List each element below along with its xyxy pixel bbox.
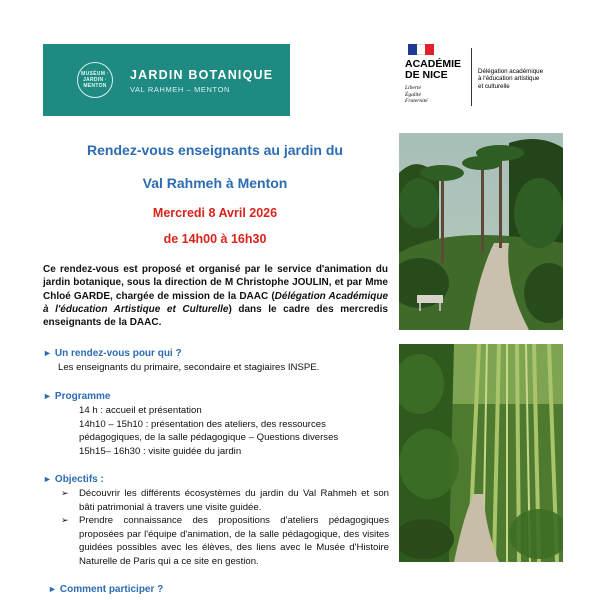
heading-text: Comment participer ? (59, 584, 164, 595)
emblem-text: MUSÉUM · JARDIN · MENTON (81, 71, 109, 89)
event-time: de 14h00 à 16h30 (163, 232, 267, 246)
republic-motto (405, 85, 428, 105)
bamboo-path-photo (399, 344, 563, 562)
bullet-arrow-icon: ➢ (61, 515, 69, 525)
delegation-line1: Délégation académique (478, 68, 544, 75)
jardin-botanique-logo (43, 44, 290, 116)
motto-egalite: Égalité (405, 91, 421, 98)
intro-text-2: ) dans le cadre des mercredis enseignants de la DAAC. (43, 303, 388, 329)
intro-text-1: Ce rendez-vous est proposé et organisé par le service d'animation du jardin botanique, sous la direction de M Christophe JOULIN, et par Mme Chloé GARDE, chargée de mission de la DAAC ( (43, 264, 388, 302)
jardin-subtitle: VAL RAHMEH – MENTON (130, 85, 231, 94)
objectif-text: Prendre connaissance des propositions d'ateliers pédagogiques proposées par l'équipe d'animation, de la salle pédagogique, des visites guidées possibles avec les élèves, des liens avec le Musée d'Histoire Naturelle de Paris qui a ce site en gestion. (79, 515, 389, 567)
objectif-item (61, 514, 389, 568)
delegation-line2: à l'éducation artistique (478, 75, 540, 83)
motto-fraternite: Fraternité (405, 98, 428, 104)
section-heading-participer (48, 584, 163, 595)
heading-text: Programme (54, 391, 111, 402)
event-title-line1: Rendez-vous enseignants au jardin du (87, 142, 343, 158)
arrow-icon: ► (43, 474, 52, 484)
academie-nice-logo (405, 44, 575, 110)
delegation-line3: et culturelle (478, 82, 510, 90)
logo-divider (471, 48, 472, 106)
programme-item: 14h10 – 15h10 : présentation des ateliers, des ressources (79, 419, 326, 430)
objectif-item (61, 487, 389, 514)
museum-emblem-icon (77, 62, 113, 98)
programme-item: 15h15– 16h30 : visite guidée du jardin (79, 446, 242, 457)
programme-item: pédagogiques, de la salle pédagogique – Questions diverses (79, 432, 339, 443)
heading-text: Un rendez-vous pour qui ? (54, 348, 182, 359)
arrow-icon: ► (43, 391, 52, 401)
pour-qui-text: Les enseignants du primaire, secondaire et stagiaires INSPE. (58, 362, 320, 373)
garden-path-photo (399, 133, 563, 330)
motto-liberte: Liberté (405, 85, 421, 91)
academie-line2: DE NICE (405, 69, 448, 81)
academie-title (405, 59, 461, 81)
heading-text: Objectifs : (54, 474, 104, 485)
event-date: Mercredi 8 Avril 2026 (152, 206, 278, 220)
section-heading-pour-qui (43, 348, 182, 359)
programme-item: 14 h : accueil et présentation (79, 405, 202, 416)
arrow-icon: ► (48, 584, 57, 594)
intro-paragraph (43, 263, 388, 329)
section-heading-programme (43, 391, 111, 402)
bullet-arrow-icon: ➢ (61, 488, 69, 498)
academie-line1: ACADÉMIE (405, 58, 462, 70)
arrow-icon: ► (43, 348, 52, 358)
jardin-name: JARDIN BOTANIQUE (130, 68, 274, 82)
intro-italic: Délégation Académique à l'éducation Artistique et Culturelle (43, 290, 389, 315)
event-title-line2: Val Rahmeh à Menton (142, 175, 288, 191)
section-heading-objectifs (43, 474, 104, 485)
delegation-label (478, 68, 573, 90)
objectif-text: Découvrir les différents écosystèmes du jardin du Val Rahmeh et son bâti patrimonial à travers une visite guidée. (79, 488, 389, 513)
french-flag-icon (408, 44, 434, 55)
